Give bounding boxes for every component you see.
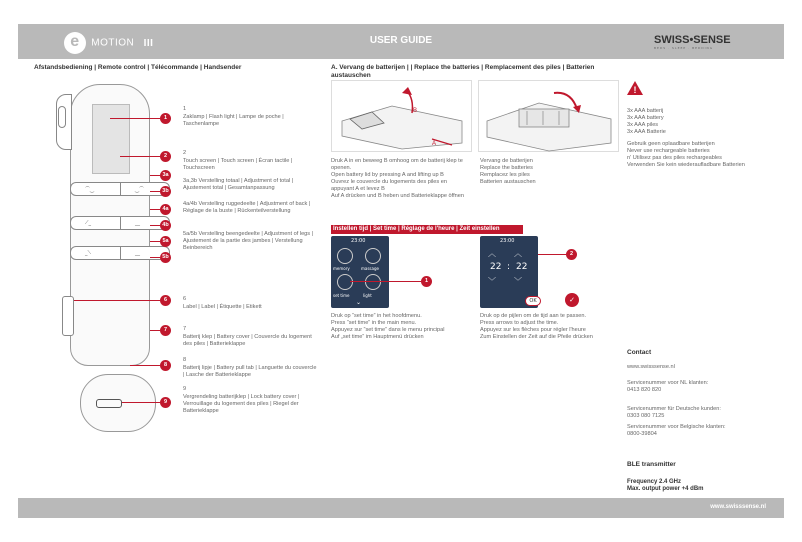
label-plate — [62, 296, 74, 336]
set-time-step-1-badge: 1 — [421, 276, 432, 287]
leader-line — [122, 402, 160, 403]
item-text-9: Vergrendeling batterijklep | Lock battery cover | Verrouillage du logement des piles | Riegel der Batterieklappe — [183, 394, 300, 414]
item-number-2: 2 — [183, 150, 187, 156]
be-service-label: Servicenummer voor Belgische klanten: — [627, 424, 726, 430]
hour-up-arrow-icon[interactable]: ︿ — [488, 249, 496, 258]
callout-badge-1: 1 — [160, 113, 171, 124]
set-time-step-2-line: Druk op de pijlen om de tijd aan te passen. — [480, 313, 587, 319]
battery-lock — [96, 399, 122, 408]
leader-line — [150, 191, 160, 192]
bed-back-icon: __ — [135, 220, 140, 226]
contact-website[interactable]: www.swisssense.nl — [627, 364, 675, 370]
adjust-back-up-button[interactable] — [71, 217, 121, 229]
nl-service-label: Servicenummer voor NL klanten: — [627, 380, 709, 386]
adjust-total-up-button[interactable] — [71, 183, 121, 195]
leader-line — [150, 330, 160, 331]
set-time-step-2-line: Zum Einstellen der Zeit auf die Pfeile drücken — [480, 334, 593, 340]
menu-massage-label: massage — [361, 266, 379, 271]
battery-step-2-line: Batterien austauschen — [480, 179, 536, 185]
label-b: B — [413, 108, 418, 114]
item-text-3: 3a,3b Verstelling totaal | Adjustment of total | Ajustement total | Gesamtanpassung — [183, 178, 294, 191]
checkmark-icon: ✓ — [565, 293, 579, 307]
battery-type-line: 3x AAA piles — [627, 122, 659, 128]
set-time-section-title: Instellen tijd | Set time | Réglage de l'heure | Zeit einstellen — [331, 225, 523, 234]
ble-output-power: Max. output power +4 dBm — [627, 486, 704, 492]
contact-title: Contact — [627, 349, 652, 356]
minute-down-arrow-icon[interactable]: ﹀ — [514, 277, 522, 286]
de-service-label: Servicenummer für Deutsche kunden: — [627, 406, 721, 412]
battery-step-2-line: Remplacez les piles — [480, 172, 530, 178]
callout-badge-5b: 5b — [160, 252, 171, 263]
leader-line — [150, 257, 160, 258]
item-number-1: 1 — [183, 106, 187, 112]
footer-website-link[interactable]: www.swisssense.nl — [710, 504, 766, 510]
battery-step-1-text — [331, 158, 471, 200]
battery-section-title: A. Vervang de batterijen | | Replace the batteries | Remplacement des piles | Batterien austauschen — [331, 64, 595, 79]
item-text-6: Label | Label | Étiquette | Etikett — [183, 304, 262, 310]
screen-clock: 23:00 — [500, 238, 515, 244]
battery-step-1-line: Druk A in en beweeg B omhoog om de batterij klep te openen. — [331, 158, 463, 171]
item-text-5: 5a/5b Verstelling beengedeelte | Adjustment of legs | Ajustement de la partie des jambes | Verstellung Beinbereich — [183, 231, 314, 251]
emotion-logo-mark: e — [64, 32, 86, 54]
ble-title: BLE transmitter — [627, 461, 676, 468]
callout-badge-5a: 5a — [160, 236, 171, 247]
massage-icon[interactable] — [365, 248, 381, 264]
nl-service-number: 0413 820 820 — [627, 387, 662, 393]
item-text-7: Batterij klep | Battery cover | Couvercle du logement des piles | Batterieklappe — [183, 334, 312, 347]
battery-step-1-line: Auf A drücken und B heben und Batterieklappe öffnen — [331, 193, 465, 199]
label-a: A — [432, 141, 437, 147]
item-text-1: Zaklamp | Flash light | Lampe de poche | Taschenlampe — [183, 114, 284, 127]
callout-badge-3b: 3b — [160, 186, 171, 197]
set-time-step-2-text — [480, 313, 620, 341]
item-text-2: Touch screen | Touch screen | Écran tactile | Touchscreen — [183, 158, 293, 171]
set-time-step-2-badge: 2 — [566, 249, 577, 260]
set-time-step-1-line: Druk op “set time” in het hoofdmenu. — [331, 313, 422, 319]
callout-badge-7: 7 — [160, 325, 171, 336]
open-cover-drawing — [332, 81, 473, 153]
callout-badge-4a: 4a — [160, 204, 171, 215]
no-recharge-line: n' Utilisez pas des piles rechargeables — [627, 155, 722, 161]
swiss-sense-tagline: BEDS · SLEEP · BEDDING — [654, 46, 714, 50]
battery-step-1-illustration — [331, 80, 472, 152]
battery-type-line: 3x AAA Batterie — [627, 129, 666, 135]
battery-step-2-line: Replace the batteries — [480, 165, 533, 171]
battery-type-text — [627, 108, 777, 136]
adjust-legs-up-button[interactable] — [71, 247, 121, 259]
battery-step-1-line: Ouvrez le couvercle du logements des piles en appuyant A et levez B — [331, 179, 447, 192]
bed-flat-icon: ⌒‿ — [85, 187, 95, 193]
minute-value: 22 — [516, 262, 528, 272]
leader-line — [130, 365, 160, 366]
item-number-6: 6 — [183, 296, 187, 302]
chevron-down-icon[interactable]: ⌄ — [356, 299, 362, 306]
battery-step-2-text — [480, 158, 620, 186]
bed-legs-icon: __ — [135, 250, 140, 256]
memory-icon[interactable] — [337, 248, 353, 264]
ok-button[interactable]: OK — [525, 296, 541, 306]
leader-line — [120, 156, 160, 157]
item-text-8: Batterij lipje | Battery pull tab | Languette du couvercle | Lasche der Batterieklappe — [183, 365, 317, 378]
set-time-step-2-line: Appuyez sur les flèches pour régler l'heure — [480, 327, 586, 333]
hour-down-arrow-icon[interactable]: ﹀ — [488, 277, 496, 286]
bed-back-icon: ⟋_ — [85, 220, 92, 226]
be-service-number: 0800-39804 — [627, 431, 657, 437]
no-recharge-line: Gebruik geen oplaadbare batterijen — [627, 141, 715, 147]
svg-text:!: ! — [633, 85, 637, 95]
menu-memory-label: memory — [333, 266, 350, 271]
item-number-8: 8 — [183, 357, 187, 363]
callout-badge-4b: 4b — [160, 220, 171, 231]
battery-step-1-line: Open battery lid by pressing A and lifting up B — [331, 172, 444, 178]
callout-badge-9: 9 — [160, 397, 171, 408]
replace-batteries-drawing — [479, 81, 620, 153]
touch-screen-area — [92, 104, 130, 174]
swiss-sense-logo: SWISS•SENSE — [654, 34, 731, 46]
adjust-total-buttons[interactable] — [70, 182, 170, 196]
screen-clock: 23:00 — [351, 238, 366, 244]
page-title: USER GUIDE — [369, 35, 433, 46]
no-recharge-line: Never use rechargeable batteries — [627, 148, 710, 154]
battery-step-2-illustration — [478, 80, 619, 152]
leader-line — [150, 175, 160, 176]
leader-line — [110, 118, 160, 119]
menu-set-time-label[interactable]: set time — [333, 293, 350, 298]
battery-type-line: 3x AAA battery — [627, 115, 664, 121]
item-text-4: 4a/4b Verstelling ruggedeelte | Adjustment of back | Réglage de la buste | Rückenteilverstellung — [183, 201, 311, 214]
no-recharge-line: Verwenden Sie kein wiederaufladbare Batterien — [627, 162, 745, 168]
leader-line — [538, 254, 566, 255]
set-time-step-2-line: Press arrows to adjust the time. — [480, 320, 559, 326]
callout-badge-2: 2 — [160, 151, 171, 162]
item-number-9: 9 — [183, 386, 187, 392]
item-number-7: 7 — [183, 326, 187, 332]
minute-up-arrow-icon[interactable]: ︿ — [514, 249, 522, 258]
footer-bar — [18, 498, 784, 518]
emotion-logo-name: MOTION — [91, 37, 135, 49]
de-service-number: 0303 080 7125 — [627, 413, 665, 419]
clock-icon[interactable] — [337, 274, 353, 290]
callout-badge-6: 6 — [160, 295, 171, 306]
adjust-back-buttons[interactable] — [70, 216, 170, 230]
bed-legs-icon: _⟍ — [85, 250, 92, 256]
warning-triangle-icon — [627, 80, 643, 99]
emotion-logo-model: III — [143, 37, 154, 49]
main-menu-screen — [331, 236, 389, 308]
time-separator: : — [507, 262, 511, 272]
flashlight-lens — [58, 106, 66, 128]
set-time-step-1-text — [331, 313, 471, 341]
battery-step-2-line: Vervang de batterijen — [480, 158, 533, 164]
ble-frequency: Frequency 2.4 GHz — [627, 479, 682, 485]
header-bar — [18, 24, 784, 59]
warning-triangle-svg — [627, 81, 643, 95]
hour-value: 22 — [490, 262, 502, 272]
remote-section-title: Afstandsbediening | Remote control | Télécommande | Handsender — [34, 64, 242, 71]
leader-line — [150, 209, 160, 210]
bed-flat-icon: ‿⌒ — [135, 187, 145, 193]
leader-line — [150, 241, 160, 242]
callout-badge-3a: 3a — [160, 170, 171, 181]
battery-type-line: 3x AAA batterij — [627, 108, 664, 114]
light-icon[interactable] — [365, 274, 381, 290]
set-time-step-1-line: Auf „set time“ im Hauptmenü drücken — [331, 334, 424, 340]
set-time-step-1-line: Press “set time” in the main menu. — [331, 320, 417, 326]
callout-badge-8: 8 — [160, 360, 171, 371]
leader-line — [150, 225, 160, 226]
leader-line — [74, 300, 160, 301]
no-recharge-warning — [627, 141, 782, 169]
leader-line — [350, 281, 421, 282]
menu-light-label: light — [363, 293, 372, 298]
set-time-step-1-line: Appuyez sur “set time” dans le menu principal — [331, 327, 445, 333]
